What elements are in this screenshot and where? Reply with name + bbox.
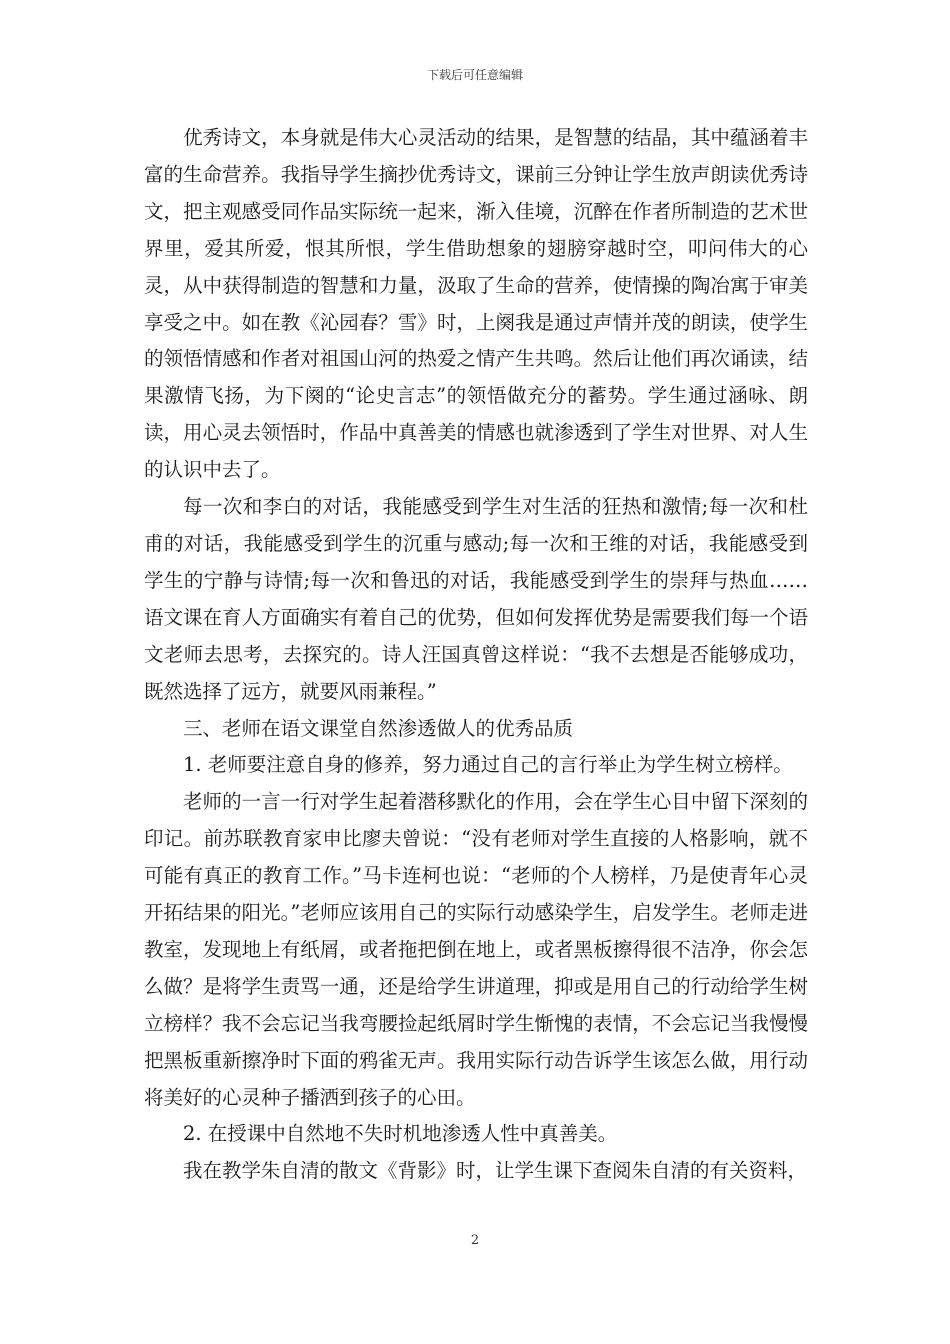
page-number: 2 (470, 1233, 480, 1248)
section-heading: 三、老师在语文课堂自然渗透做人的优秀品质 (183, 716, 574, 740)
paragraph-poetry: 优秀诗文，本身就是伟大心灵活动的结果，是智慧的结晶，其中蕴涵着丰富的生命营养。我指导学生摘抄优秀诗文，课前三分钟让学生放声朗读优秀诗文，把主观感受同作品实际统一起来，渐入佳境，沉醉在作者所制造的艺术世界里，爱其所爱，恨其所恨，学生借助想象的翅膀穿越时空，叩问伟大的心灵，从中获得制造的智慧和力量，汲取了生命的营养，使情操的陶冶寓于审美享受之中。如在教《沁园春？雪》时，上阕我是通过声情并茂的朗读，使学生的领悟情感和作者对祖国山河的热爱之情产生共鸣。然后让他们再次诵读，结果激情飞扬，为下阕的“论史言志”的领悟做充分的蓄势。学生通过涵咏、朗读，用心灵去领悟时，作品中真善美的情感也就渗透到了学生对世界、对人生的认识中去了。 (144, 126, 808, 482)
subheading-2: 2. 在授课中自然地不失时机地渗透人性中真善美。 (183, 1122, 618, 1146)
paragraph-teacher-example: 老师的一言一行对学生起着潜移默化的作用，会在学生心目中留下深刻的印记。前苏联教育家申比廖夫曾说：“没有老师对学生直接的人格影响，就不可能有真正的教育工作。”马卡连柯也说：“老师的个人榜样，乃是使青年心灵开拓结果的阳光。”老师应该用自己的实际行动感染学生，启发学生。老师走进教室，发现地上有纸屑，或者拖把倒在地上，或者黑板擦得很不洁净，你会怎么做？是将学生责骂一通，还是给学生讲道理，抑或是用自己的行动给学生树立榜样？我不会忘记当我弯腰捡起纸屑时学生惭愧的表情，不会忘记当我慢慢把黑板重新擦净时下面的鸦雀无声。我用实际行动告诉学生该怎么做，用行动将美好的心灵种子播洒到孩子的心田。 (144, 790, 808, 1109)
paragraph-beiying: 我在教学朱自清的散文《背影》时，让学生课下查阅朱自清的有关资料， (183, 1159, 808, 1183)
paragraph-dialogue: 每一次和李白的对话，我能感受到学生对生活的狂热和激情;每一次和杜甫的对话，我能感受到学生的沉重与感动;每一次和王维的对话，我能感受到学生的宁静与诗情;每一次和鲁迅的对话，我能感受到学生的崇拜与热血……语文课在育人方面确实有着自己的优势，但如何发挥优势是需要我们每一个语文老师去思考，去探究的。诗人汪国真曾这样说：“我不去想是否能够成功，既然选择了远方，就要风雨兼程。” (144, 495, 808, 703)
page-header: 下载后可任意编辑 (426, 68, 523, 82)
document-body (144, 120, 808, 1190)
subheading-1: 1. 老师要注意自身的修养，努力通过自己的言行举止为学生树立榜样。 (183, 753, 793, 777)
